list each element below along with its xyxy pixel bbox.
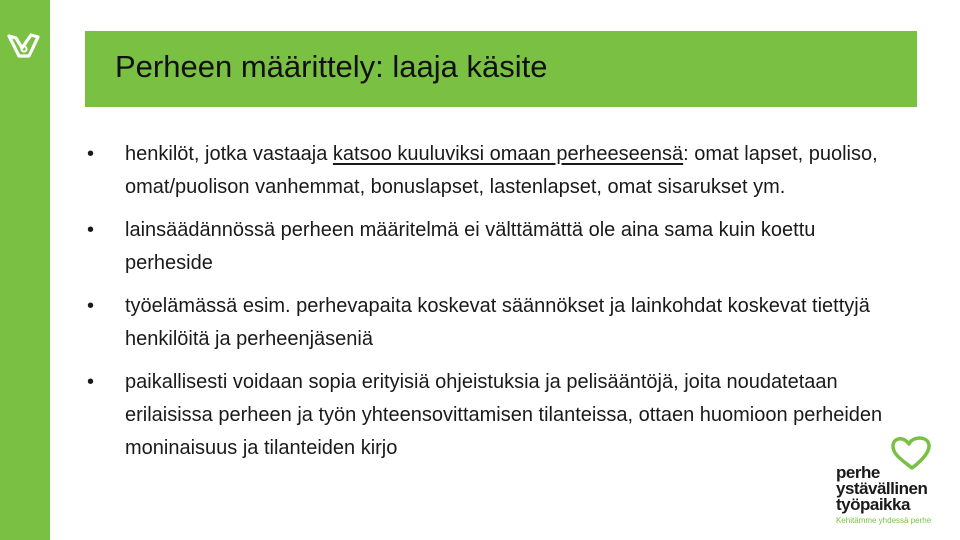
perheystavallinen-tyopaikka-logo <box>836 440 946 530</box>
bullet-item <box>85 138 895 204</box>
heart-check-logo-icon <box>6 28 42 64</box>
logo-tagline: Kehitämme yhdessä perhe <box>836 516 932 525</box>
logo-text-line-1: perhe <box>836 463 880 482</box>
bullet-text: työelämässä esim. perhevapaita koskevat säännökset ja lainkohdat koskevat tiettyjä henkilöitä ja perheenjäseniä <box>125 295 870 350</box>
bullet-text: paikallisesti voidaan sopia erityisiä ohjeistuksia ja pelisääntöjä, joita noudatetaan erilaisissa perheen ja työn yhteensovittamisen tilanteissa, ottaen huomioon perheiden moninaisuus ja tilanteiden kirjo <box>125 371 883 459</box>
slide-title: Perheen määrittely: laaja käsite <box>115 49 548 84</box>
bullet-marker: • <box>87 295 95 317</box>
bullet-text: henkilöt, jotka vastaaja katsoo kuuluviksi omaan perheeseensä: omat lapset, puoliso, omat/puolison vanhemmat, bonuslapset, lastenlapset, omat sisarukset ym. <box>125 143 878 198</box>
bullet-marker: • <box>87 219 95 241</box>
logo-text-line-3: työpaikka <box>836 495 910 514</box>
bullet-marker: • <box>87 143 95 165</box>
underlined-phrase: katsoo kuuluviksi omaan perheeseensä <box>332 143 684 165</box>
bullet-text: lainsäädännössä perheen määritelmä ei välttämättä ole aina sama kuin koettu perheside <box>125 219 816 274</box>
bullet-marker: • <box>87 371 95 393</box>
heart-outline-icon <box>888 434 938 474</box>
bullet-item <box>85 290 895 356</box>
bullet-item <box>85 214 895 280</box>
logo-text-line-2: ystävällinen <box>836 479 928 498</box>
bullet-item <box>85 366 895 465</box>
title-bar <box>85 31 917 107</box>
bullet-list <box>85 138 895 465</box>
sidebar-accent-bar <box>0 0 50 540</box>
